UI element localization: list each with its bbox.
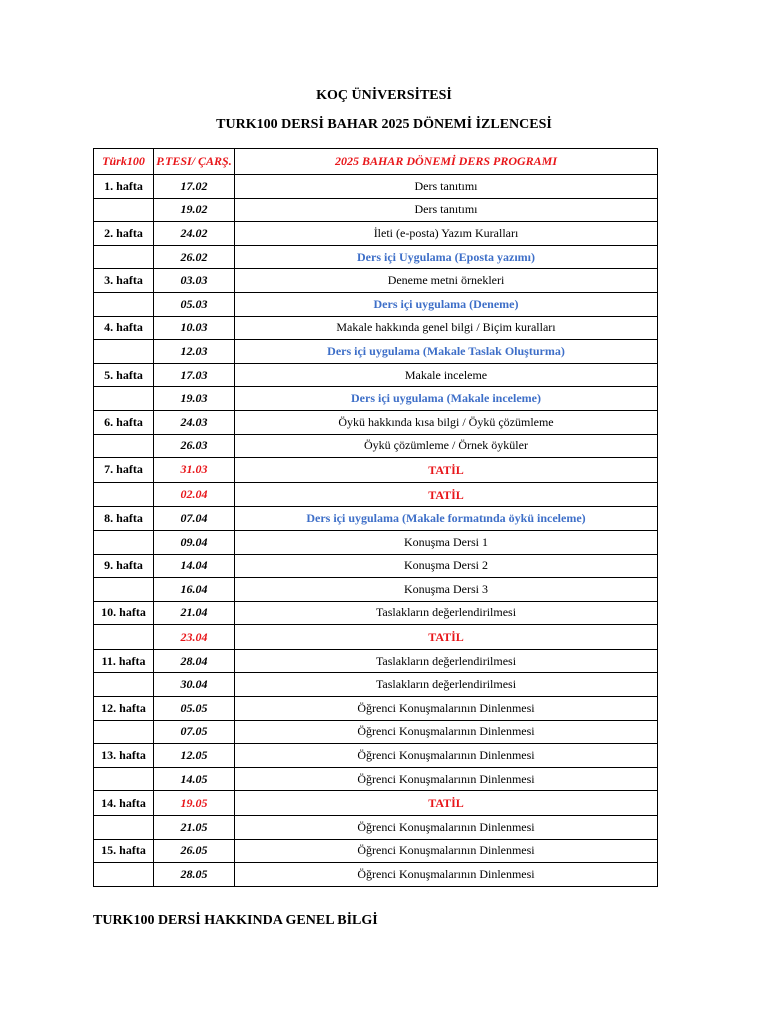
date-cell: 26.03 xyxy=(154,434,235,458)
week-cell xyxy=(94,625,154,650)
week-cell: 13. hafta xyxy=(94,744,154,768)
topic-cell: Konuşma Dersi 2 xyxy=(235,554,658,578)
week-cell: 6. hafta xyxy=(94,410,154,434)
week-cell: 12. hafta xyxy=(94,697,154,721)
date-cell: 12.03 xyxy=(154,340,235,364)
topic-cell: TATİL xyxy=(235,625,658,650)
table-row xyxy=(94,554,658,578)
week-cell xyxy=(94,863,154,887)
topic-cell: TATİL xyxy=(235,482,658,507)
topic-cell: Öğrenci Konuşmalarının Dinlenmesi xyxy=(235,697,658,721)
week-cell: 7. hafta xyxy=(94,458,154,483)
table-row xyxy=(94,434,658,458)
date-cell: 12.05 xyxy=(154,744,235,768)
topic-cell: Ders içi uygulama (Deneme) xyxy=(235,292,658,316)
table-row xyxy=(94,340,658,364)
topic-cell: Ders içi uygulama (Makale inceleme) xyxy=(235,387,658,411)
topic-cell: TATİL xyxy=(235,458,658,483)
week-cell: 8. hafta xyxy=(94,507,154,531)
syllabus-title: TURK100 DERSİ BAHAR 2025 DÖNEMİ İZLENCESİ xyxy=(216,117,552,132)
schedule-header-row xyxy=(94,149,658,175)
week-cell xyxy=(94,578,154,602)
week-cell xyxy=(94,434,154,458)
topic-cell: Taslakların değerlendirilmesi xyxy=(235,649,658,673)
table-row xyxy=(94,863,658,887)
date-cell: 28.04 xyxy=(154,649,235,673)
table-row xyxy=(94,245,658,269)
table-row xyxy=(94,839,658,863)
header-course: Türk100 xyxy=(94,149,154,175)
date-cell: 14.04 xyxy=(154,554,235,578)
table-row xyxy=(94,720,658,744)
week-cell: 14. hafta xyxy=(94,791,154,816)
topic-cell: TATİL xyxy=(235,791,658,816)
table-row xyxy=(94,458,658,483)
date-cell: 19.05 xyxy=(154,791,235,816)
table-row xyxy=(94,578,658,602)
table-row xyxy=(94,816,658,840)
table-row xyxy=(94,316,658,340)
table-row xyxy=(94,387,658,411)
date-cell: 24.02 xyxy=(154,222,235,246)
topic-cell: Konuşma Dersi 3 xyxy=(235,578,658,602)
week-cell xyxy=(94,245,154,269)
week-cell xyxy=(94,720,154,744)
table-row xyxy=(94,697,658,721)
topic-cell: Öğrenci Konuşmalarının Dinlenmesi xyxy=(235,839,658,863)
topic-cell: Deneme metni örnekleri xyxy=(235,269,658,293)
topic-cell: Makale hakkında genel bilgi / Biçim kuralları xyxy=(235,316,658,340)
topic-cell: Ders içi Uygulama (Eposta yazımı) xyxy=(235,245,658,269)
table-row xyxy=(94,269,658,293)
schedule-table xyxy=(93,148,658,887)
date-cell: 05.03 xyxy=(154,292,235,316)
topic-cell: İleti (e-posta) Yazım Kuralları xyxy=(235,222,658,246)
week-cell xyxy=(94,816,154,840)
week-cell xyxy=(94,387,154,411)
date-cell: 05.05 xyxy=(154,697,235,721)
topic-cell: Taslakların değerlendirilmesi xyxy=(235,673,658,697)
date-cell: 30.04 xyxy=(154,673,235,697)
header-program: 2025 BAHAR DÖNEMİ DERS PROGRAMI xyxy=(235,149,658,175)
topic-cell: Öğrenci Konuşmalarının Dinlenmesi xyxy=(235,816,658,840)
table-row xyxy=(94,649,658,673)
table-row xyxy=(94,198,658,222)
table-row xyxy=(94,410,658,434)
topic-cell: Taslakların değerlendirilmesi xyxy=(235,601,658,625)
week-cell xyxy=(94,198,154,222)
table-row xyxy=(94,791,658,816)
table-row xyxy=(94,744,658,768)
date-cell: 03.03 xyxy=(154,269,235,293)
table-row xyxy=(94,673,658,697)
table-row xyxy=(94,482,658,507)
date-cell: 21.05 xyxy=(154,816,235,840)
week-cell xyxy=(94,482,154,507)
topic-cell: Öğrenci Konuşmalarının Dinlenmesi xyxy=(235,767,658,791)
date-cell: 07.05 xyxy=(154,720,235,744)
week-cell xyxy=(94,340,154,364)
topic-cell: Makale inceleme xyxy=(235,363,658,387)
topic-cell: Konuşma Dersi 1 xyxy=(235,530,658,554)
topic-cell: Öğrenci Konuşmalarının Dinlenmesi xyxy=(235,720,658,744)
table-row xyxy=(94,625,658,650)
week-cell: 10. hafta xyxy=(94,601,154,625)
date-cell: 23.04 xyxy=(154,625,235,650)
week-cell xyxy=(94,767,154,791)
week-cell: 11. hafta xyxy=(94,649,154,673)
date-cell: 24.03 xyxy=(154,410,235,434)
table-row xyxy=(94,507,658,531)
date-cell: 10.03 xyxy=(154,316,235,340)
table-row xyxy=(94,363,658,387)
date-cell: 09.04 xyxy=(154,530,235,554)
date-cell: 31.03 xyxy=(154,458,235,483)
week-cell: 1. hafta xyxy=(94,175,154,199)
table-row xyxy=(94,767,658,791)
topic-cell: Ders içi uygulama (Makale Taslak Oluşturma) xyxy=(235,340,658,364)
date-cell: 17.02 xyxy=(154,175,235,199)
week-cell: 2. hafta xyxy=(94,222,154,246)
date-cell: 19.03 xyxy=(154,387,235,411)
week-cell xyxy=(94,292,154,316)
table-row xyxy=(94,530,658,554)
week-cell: 9. hafta xyxy=(94,554,154,578)
week-cell: 15. hafta xyxy=(94,839,154,863)
topic-cell: Ders tanıtımı xyxy=(235,198,658,222)
topic-cell: Öğrenci Konuşmalarının Dinlenmesi xyxy=(235,744,658,768)
date-cell: 17.03 xyxy=(154,363,235,387)
header-day: P.TESI/ ÇARŞ. xyxy=(154,149,235,175)
date-cell: 19.02 xyxy=(154,198,235,222)
table-row xyxy=(94,292,658,316)
date-cell: 02.04 xyxy=(154,482,235,507)
topic-cell: Ders içi uygulama (Makale formatında öykü inceleme) xyxy=(235,507,658,531)
topic-cell: Ders tanıtımı xyxy=(235,175,658,199)
table-row xyxy=(94,175,658,199)
table-row xyxy=(94,222,658,246)
week-cell xyxy=(94,673,154,697)
topic-cell: Öykü çözümleme / Örnek öyküler xyxy=(235,434,658,458)
table-row xyxy=(94,601,658,625)
week-cell: 5. hafta xyxy=(94,363,154,387)
date-cell: 26.02 xyxy=(154,245,235,269)
date-cell: 14.05 xyxy=(154,767,235,791)
topic-cell: Öğrenci Konuşmalarının Dinlenmesi xyxy=(235,863,658,887)
topic-cell: Öykü hakkında kısa bilgi / Öykü çözümleme xyxy=(235,410,658,434)
date-cell: 21.04 xyxy=(154,601,235,625)
week-cell: 4. hafta xyxy=(94,316,154,340)
date-cell: 28.05 xyxy=(154,863,235,887)
date-cell: 07.04 xyxy=(154,507,235,531)
week-cell xyxy=(94,530,154,554)
date-cell: 26.05 xyxy=(154,839,235,863)
week-cell: 3. hafta xyxy=(94,269,154,293)
date-cell: 16.04 xyxy=(154,578,235,602)
general-info-heading: TURK100 DERSİ HAKKINDA GENEL BİLGİ xyxy=(93,913,378,928)
university-title: KOÇ ÜNİVERSİTESİ xyxy=(316,88,452,103)
